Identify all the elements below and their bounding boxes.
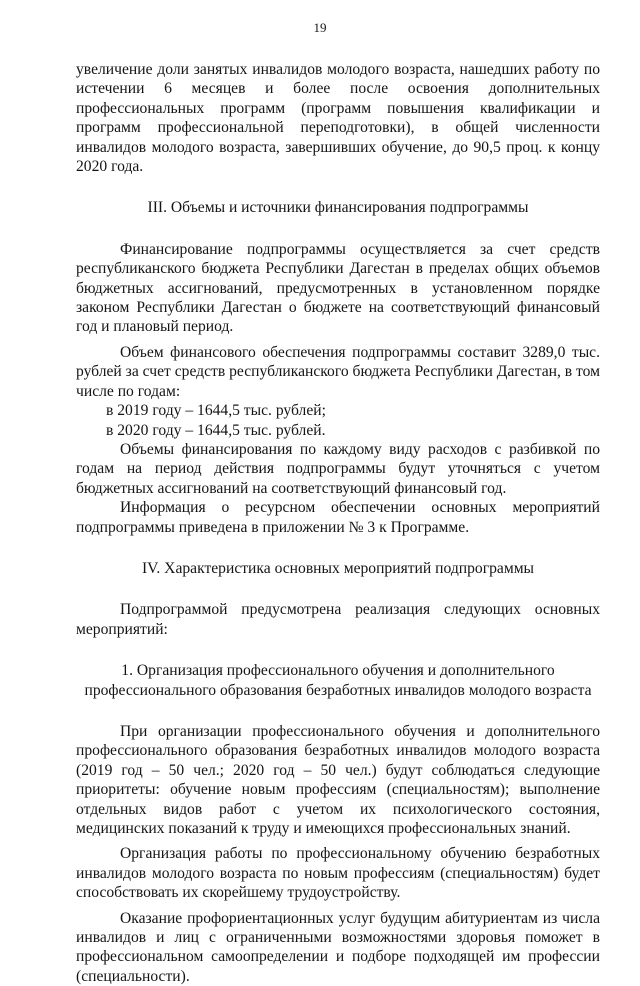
section-3-heading: III. Объемы и источники финансирования подпрограммы — [147, 199, 529, 217]
section-4-heading: IV. Характеристика основных мероприятий подпрограммы — [141, 559, 535, 577]
subsection-1-heading-line-1: 1. Организация профессионального обучения и дополнительного — [121, 662, 555, 680]
page-content — [76, 60, 600, 986]
section-4-paragraph-4: Оказание профориентационных услуг будущим абитуриентам из числа инвалидов и лиц с ограниченными возможностями здоровья поможет в профессиональном самоопределении и подборе подходящей им профессии (специальности). — [76, 909, 600, 985]
section-3-paragraph-2: Объем финансового обеспечения подпрограммы составит 3289,0 тыс. рублей за счет средств республиканского бюджета Республики Дагестан, в том числе по годам: — [76, 343, 601, 400]
subsection-1-heading-line-2: профессионального образования безработных инвалидов молодого возраста — [84, 681, 592, 699]
section-3-paragraph-1: Финансирование подпрограммы осуществляется за счет средств республиканского бюджета Республики Дагестан в пределах общих объемов бюджетных ассигнований, предусмотренных в установленном порядке законом Республики Дагестан о бюджете на соответствующий финансовый год и плановый период. — [76, 240, 600, 336]
section-3-paragraph-4: Информация о ресурсном обеспечении основных мероприятий подпрограммы приведена в приложении № 3 к Программе. — [76, 499, 600, 536]
funding-2019: в 2019 году – 1644,5 тыс. рублей; — [106, 402, 326, 420]
section-4-paragraph-3: Организация работы по профессиональному обучению безработных инвалидов молодого возраста по новым профессиям (специальностям) будет способствовать их скорейшему трудоустройству. — [76, 845, 600, 902]
page-number: 19 — [313, 20, 327, 35]
section-4-paragraph-2: При организации профессионального обучения и дополнительного профессионального образования безработных инвалидов молодого возраста (2019 год – 50 чел.; 2020 год – 50 чел.) будут соблюдаться следующие приоритеты: обучение новым профессиям (специальностям); выполнение отдельных видов работ с учетом их психологического состояния, медицинских показаний к труду и имеющихся профессиональных знаний. — [76, 722, 600, 837]
section-3-paragraph-3: Объемы финансирования по каждому виду расходов с разбивкой по годам на период действия подпрограммы будут уточняться с учетом бюджетных ассигнований на соответствующий финансовый год. — [76, 440, 600, 497]
funding-2020: в 2020 году – 1644,5 тыс. рублей. — [106, 421, 326, 439]
section-4-paragraph-1: Подпрограммой предусмотрена реализация следующих основных мероприятий: — [76, 601, 600, 638]
intro-paragraph: увеличение доли занятых инвалидов молодого возраста, нашедших работу по истечении 6 месяцев и более после освоения дополнительных профессиональных программ (программ повышения квалификации и программ профессиональной переподготовки), в общей численности инвалидов молодого возраста, завершивших обучение, до 90,5 проц. к концу 2020 года. — [76, 61, 600, 176]
